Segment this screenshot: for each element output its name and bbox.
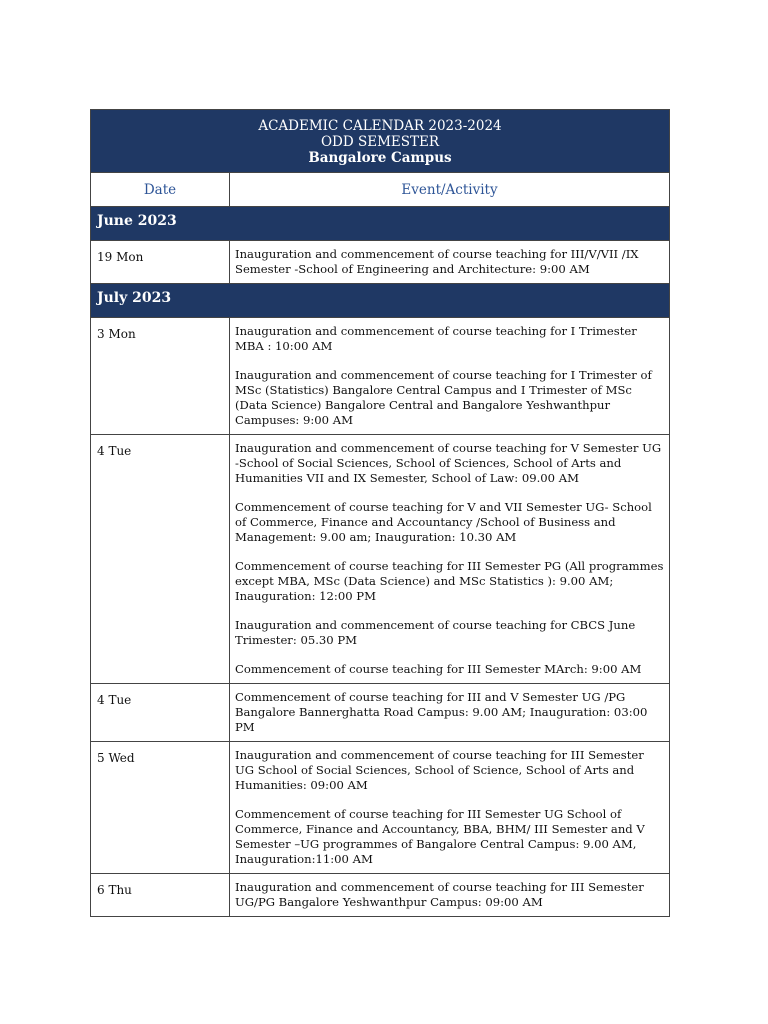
event-text: Inauguration and commencement of course teaching for CBCS June Trimester: 05.30 PM xyxy=(235,618,636,647)
semester-title: ODD SEMESTER xyxy=(320,134,440,150)
event-text: Commencement of course teaching for III and V Semester UG /PG Bangalore Bannerghatta Road Campus: 9.00 AM; Inauguration: 03:00 PM xyxy=(235,690,648,734)
event-cell xyxy=(230,874,670,917)
event-text: Inauguration and commencement of course teaching for V Semester UG -School of Social Sciences, School of Sciences, School of Arts and Humanities VII and IX Semester, School of Law: 09.00 AM xyxy=(235,441,662,485)
campus-title: Bangalore Campus xyxy=(308,150,452,166)
title-row xyxy=(91,110,670,173)
event-text: Inauguration and commencement of course teaching for I Trimester MBA : 10:00 AM xyxy=(235,324,637,353)
event-cell xyxy=(230,742,670,874)
date-cell: 5 Wed xyxy=(91,742,230,874)
date-cell: 3 Mon xyxy=(91,318,230,435)
academic-calendar-table xyxy=(90,109,670,917)
event-text: Inauguration and commencement of course teaching for III Semester UG School of Social Sciences, School of Science, School of Arts and Humanities: 09:00 AM xyxy=(235,748,644,792)
date-cell: 6 Thu xyxy=(91,874,230,917)
calendar-row xyxy=(91,318,670,435)
calendar-row xyxy=(91,435,670,684)
calendar-row xyxy=(91,684,670,742)
calendar-row xyxy=(91,742,670,874)
calendar-row xyxy=(91,241,670,284)
month-row xyxy=(91,284,670,318)
event-text: Inauguration and commencement of course teaching for III Semester UG/PG Bangalore Yeshwanthpur Campus: 09:00 AM xyxy=(235,880,644,909)
event-text: Inauguration and commencement of course teaching for I Trimester of MSc (Statistics) Bangalore Central Campus and I Trimester of MSc (Data Science) Bangalore Central and Bangalore Yeshwanthpur Campuses: 9:00 AM xyxy=(235,368,652,427)
event-cell xyxy=(230,241,670,284)
month-heading: July 2023 xyxy=(91,284,670,318)
column-header-row xyxy=(91,173,670,207)
calendar-row xyxy=(91,874,670,917)
event-cell xyxy=(230,435,670,684)
event-cell xyxy=(230,318,670,435)
event-text: Inauguration and commencement of course teaching for III/V/VII /IX Semester -School of Engineering and Architecture: 9:00 AM xyxy=(235,247,639,276)
event-column-header: Event/Activity xyxy=(230,173,670,207)
month-row xyxy=(91,207,670,241)
date-cell: 4 Tue xyxy=(91,684,230,742)
event-text: Commencement of course teaching for III Semester UG School of Commerce, Finance and Accountancy, BBA, BHM/ III Semester and V Semester –UG programmes of Bangalore Central Campus: 9.00 AM, Inauguration:11:00 AM xyxy=(235,807,645,866)
event-cell xyxy=(230,684,670,742)
date-cell: 19 Mon xyxy=(91,241,230,284)
event-text: Commencement of course teaching for III Semester PG (All programmes except MBA, MSc (Data Science) and MSc Statistics ): 9.00 AM; Inauguration: 12:00 PM xyxy=(235,559,664,603)
date-cell: 4 Tue xyxy=(91,435,230,684)
calendar-title xyxy=(91,110,670,173)
event-text: Commencement of course teaching for III Semester MArch: 9:00 AM xyxy=(235,662,642,676)
event-text: Commencement of course teaching for V and VII Semester UG- School of Commerce, Finance and Accountancy /School of Business and Management: 9.00 am; Inauguration: 10.30 AM xyxy=(235,500,652,544)
month-heading: June 2023 xyxy=(91,207,670,241)
date-column-header: Date xyxy=(91,173,230,207)
calendar-title-line: ACADEMIC CALENDAR 2023-2024 xyxy=(258,118,502,134)
